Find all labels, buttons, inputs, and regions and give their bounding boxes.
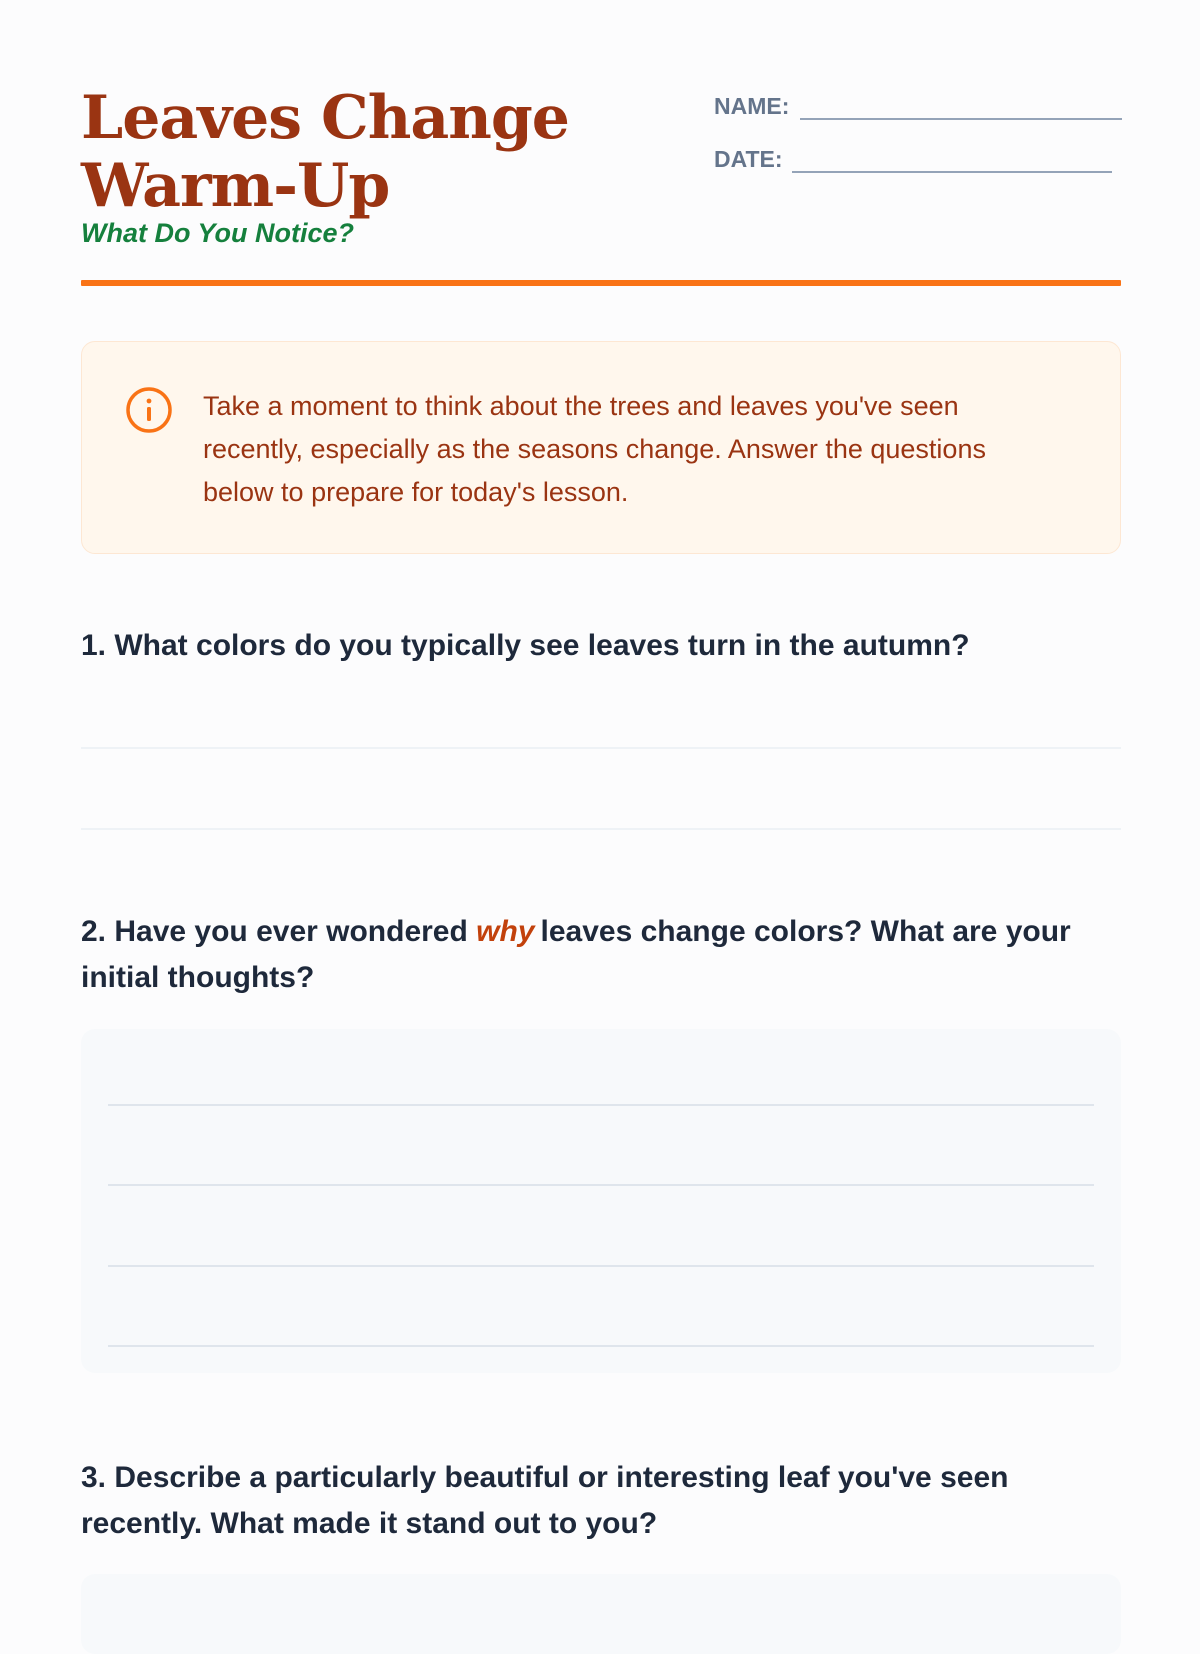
question-2-lead: 2. Have you ever wondered (81, 915, 477, 948)
answer-line-q2-3 (108, 1265, 1094, 1267)
info-icon (124, 385, 174, 435)
question-1: 1. What colors do you typically see leaves turn in the autumn? (81, 629, 970, 662)
answer-line-q2-4 (108, 1345, 1094, 1347)
answer-line-q1-2[interactable] (81, 828, 1121, 830)
intro-text: Take a moment to think about the trees and leaves you've seen recently, especially as the seasons change. Answer the questions below to prepare for today's lesson. (203, 391, 986, 507)
answer-line-q2-2 (108, 1184, 1094, 1186)
name-label: NAME: (714, 93, 790, 119)
question-2 (81, 909, 1121, 1001)
question-2-rest: leaves change colors? What are your initial thoughts? (81, 915, 1071, 994)
worksheet-page (81, 0, 1121, 1600)
question-3: 3. Describe a particularly beautiful or interesting leaf you've seen recently. What made it stand out to you? (81, 1461, 1009, 1540)
date-field[interactable] (792, 139, 1112, 173)
answer-box-q3[interactable] (81, 1574, 1121, 1654)
answer-line-q1-1[interactable] (81, 747, 1121, 749)
worksheet-header (81, 0, 1121, 290)
header-divider (81, 280, 1121, 286)
question-2-emphasis: why (476, 915, 535, 948)
name-field[interactable] (800, 86, 1122, 120)
answer-box-q2[interactable] (81, 1029, 1121, 1373)
intro-callout (81, 341, 1121, 554)
date-field-row (714, 139, 1112, 173)
date-label: DATE: (714, 146, 783, 172)
page-subtitle: What Do You Notice? (81, 218, 354, 248)
answer-line-q2-1 (108, 1104, 1094, 1106)
name-field-row (714, 86, 1122, 120)
page-title: Leaves Change Warm-Up (81, 83, 569, 221)
